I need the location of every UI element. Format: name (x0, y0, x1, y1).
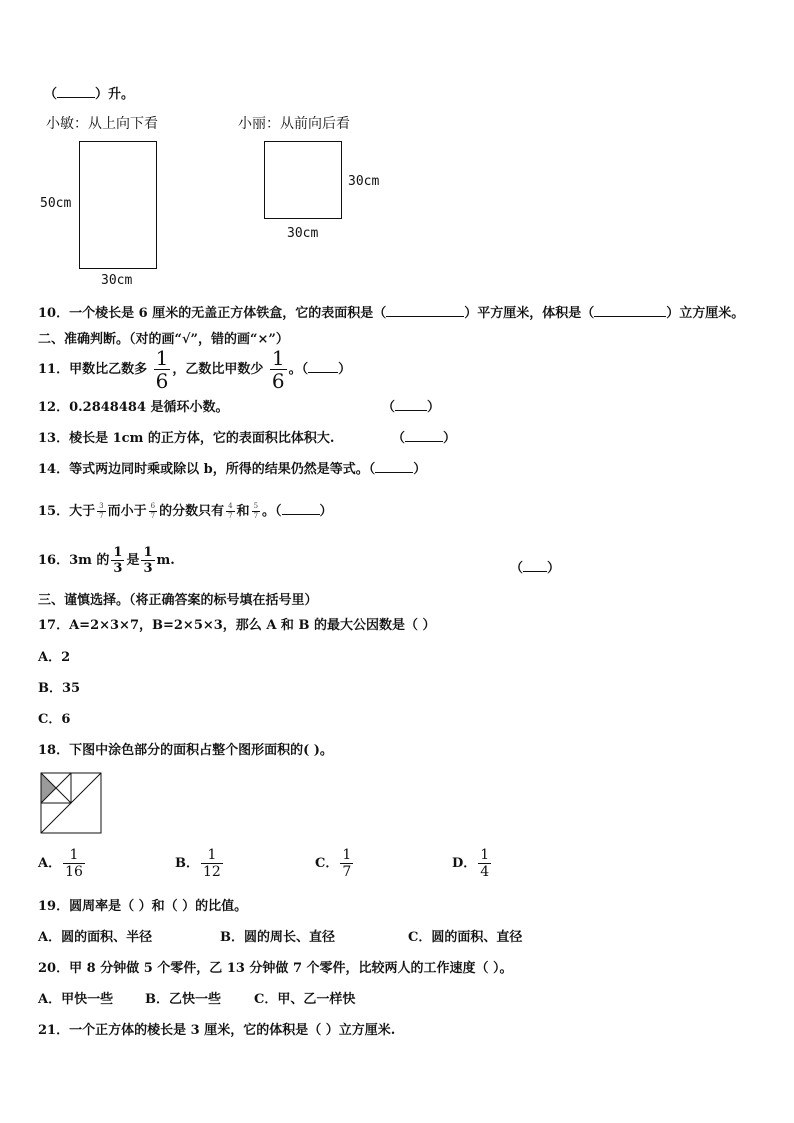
question-text: 和 (236, 504, 250, 519)
paren-close: ） (319, 504, 333, 519)
fraction-option-d: $\frac{1}{4}$ (480, 847, 490, 880)
answer-blank (386, 305, 464, 317)
answer-paren: （ ） (382, 400, 441, 415)
question-text: ，乙数比甲数少 (172, 362, 264, 377)
fraction-six-sevenths: $\frac{6}{7}$ (150, 502, 156, 520)
question-15 (38, 500, 333, 520)
shaded-square-figure (40, 772, 102, 834)
question-17 (38, 614, 436, 633)
paren-open: 。（ (288, 362, 309, 377)
option-c: C．圆的面积、直径 (408, 930, 523, 945)
question-20 (38, 957, 513, 976)
fraction-option-b: $\frac{1}{12}$ (203, 847, 221, 880)
question-text: 的分数只有 (159, 504, 225, 519)
left-view-height-label: 50cm (40, 196, 72, 211)
question-text: 大于 (69, 504, 96, 519)
answer-blank (57, 86, 95, 98)
fraction-one-third: $\frac{1}{3}$ (143, 545, 153, 576)
option-d: D． $\frac{1}{4}$ (452, 847, 490, 880)
question-text: 下图中涂色部分的面积占整个图形面积的( )。 (69, 743, 333, 758)
question-text: 等式两边同时乘或除以 b，所得的结果仍然是等式。（ (69, 462, 376, 477)
fraction-five-sevenths: $\frac{5}{7}$ (253, 502, 259, 520)
question-text: 甲 8 分钟做 5 个零件，乙 13 分钟做 7 个零件，比较两人的工作速度（ ）。 (69, 961, 513, 976)
answer-blank (405, 430, 443, 442)
paren-open: 。（ (262, 504, 282, 519)
right-view-height-label: 30cm (348, 174, 380, 189)
fraction-option-c: $\frac{1}{7}$ (342, 847, 352, 880)
option-c: C． $\frac{1}{7}$ (315, 847, 352, 880)
fraction-four-sevenths: $\frac{4}{7}$ (228, 502, 233, 520)
question-14 (38, 458, 426, 477)
question-text: 甲数比乙数多 (69, 362, 148, 377)
answer-blank (375, 461, 413, 473)
left-view-width-label: 30cm (101, 273, 133, 288)
section-3-heading: 三、谨慎选择。（将正确答案的标号填在括号里） (38, 593, 318, 608)
question-text: 是 (126, 553, 140, 568)
section-2-heading: 二、准确判断。（对的画“√”，错的画“×”） (38, 332, 289, 347)
question-18 (38, 739, 333, 758)
question-text: m. (156, 553, 175, 568)
fraction-one-third: $\frac{1}{3}$ (113, 545, 123, 576)
answer-blank (523, 560, 547, 572)
question-number: 20． (38, 961, 70, 976)
question-number: 21． (38, 1023, 70, 1038)
question-number: 13． (38, 431, 70, 446)
question-text: 而小于 (107, 504, 147, 519)
question-number: 14． (38, 462, 70, 477)
option-b: B．圆的周长、直径 (220, 930, 335, 945)
answer-blank (594, 305, 666, 317)
question-text: 棱长是 1cm 的正方体，它的表面积比体积大. (69, 431, 335, 446)
question-number: 10． (38, 306, 70, 321)
question-text: 一个正方体的棱长是 3 厘米，它的体积是（ ）立方厘米. (69, 1023, 396, 1038)
question-number: 12． (38, 400, 70, 415)
question-number: 15． (38, 504, 70, 519)
question-10 (38, 302, 744, 321)
question-number: 19． (38, 899, 70, 914)
prev-question-tail (44, 83, 134, 102)
question-number: 18． (38, 743, 70, 758)
fraction-one-sixth: $\frac{1}{6}$ (271, 346, 285, 393)
option-c: C．甲、乙一样快 (254, 992, 356, 1007)
paren-open: （ (44, 87, 58, 102)
right-view-caption: 小丽：从前向后看 (238, 116, 350, 132)
option-a: A．2 (38, 650, 71, 665)
fraction-three-sevenths: $\frac{3}{7}$ (99, 502, 104, 520)
question-number: 17． (38, 618, 70, 633)
paren-close: ）升。 (95, 87, 135, 102)
question-text: A=2×3×7，B=2×5×3，那么 A 和 B 的最大公因数是（ ） (69, 618, 436, 633)
left-view-caption: 小敏：从上向下看 (46, 116, 158, 132)
question-text: 一个棱长是 6 厘米的无盖正方体铁盒，它的表面积是（ (69, 306, 387, 321)
question-19 (38, 895, 247, 914)
paren-close: ） (413, 462, 427, 477)
right-view-square (264, 141, 342, 219)
question-11 (38, 348, 351, 391)
question-text: 圆周率是（ ）和（ ）的比值。 (69, 899, 248, 914)
question-16 (38, 546, 175, 575)
option-b: B． $\frac{1}{12}$ (175, 847, 221, 880)
option-a: A．圆的面积、半径 (38, 930, 153, 945)
option-a: A． $\frac{1}{16}$ (38, 847, 83, 880)
question-12 (38, 396, 229, 415)
question-number: 16． (38, 553, 70, 568)
question-text: ）立方厘米。 (666, 306, 745, 321)
answer-paren: （ ） (510, 561, 561, 576)
question-21 (38, 1019, 395, 1038)
option-c: C．6 (38, 712, 71, 727)
fraction-one-sixth: $\frac{1}{6}$ (155, 346, 169, 393)
question-text: ）平方厘米，体积是（ (464, 306, 595, 321)
question-13 (38, 427, 334, 446)
right-view-width-label: 30cm (287, 226, 319, 241)
option-b: B．乙快一些 (145, 992, 221, 1007)
option-b: B．35 (38, 681, 81, 696)
option-a: A．甲快一些 (38, 992, 114, 1007)
question-text: 0.2848484 是循环小数。 (69, 400, 229, 415)
answer-blank (395, 399, 427, 411)
answer-paren: （ ） (392, 431, 457, 446)
paren-close: ） (338, 362, 352, 377)
answer-blank (282, 503, 320, 515)
fraction-option-a: $\frac{1}{16}$ (65, 847, 83, 880)
answer-blank (308, 361, 338, 373)
question-number: 11． (38, 362, 70, 377)
shaded-triangle (41, 773, 56, 803)
question-text: 3m 的 (69, 553, 110, 568)
left-view-rectangle (79, 141, 157, 269)
